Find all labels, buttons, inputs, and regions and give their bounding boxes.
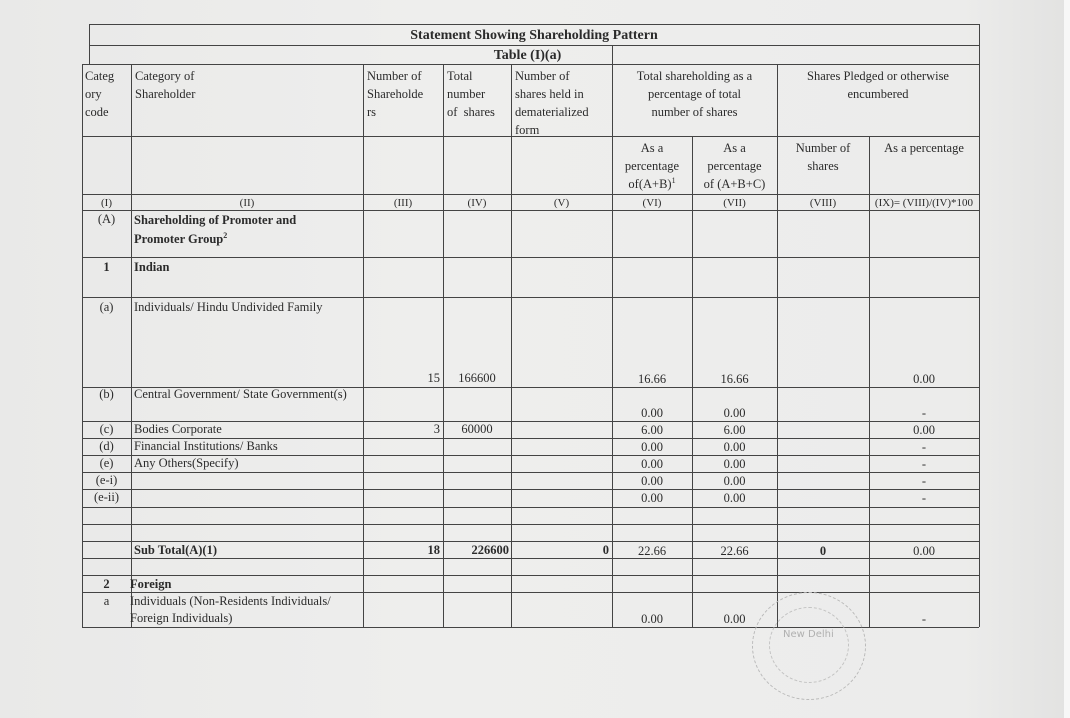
cell-pledged-pct: -: [921, 440, 927, 454]
header-category-code: [85, 67, 114, 121]
cell-pledged-pct: -: [921, 457, 927, 471]
row-divider: [89, 45, 979, 46]
row-label-foreign-individuals: [130, 593, 331, 627]
col-number: (III): [393, 197, 413, 209]
row-label: Any Others(Specify): [134, 456, 239, 470]
row-code: (a): [99, 300, 114, 314]
table-border-top: [89, 24, 979, 25]
company-seal-stamp: [752, 592, 866, 700]
header-text: encumbered: [847, 87, 909, 101]
header-text: As a: [723, 141, 746, 155]
row-divider: [82, 575, 979, 576]
subtotal-label: Sub Total(A)(1): [134, 543, 218, 557]
table-subtitle: Table (I)(a): [493, 48, 562, 63]
cell-pledged-pct: -: [921, 474, 927, 488]
header-text: rs: [367, 105, 377, 119]
cell-pct-abc: 0.00: [723, 406, 746, 420]
footnote-marker: 1: [671, 175, 676, 185]
cell-demat: 0: [602, 543, 609, 557]
header-text: code: [85, 105, 109, 119]
header-total-shareholding: [612, 67, 777, 121]
cell-pct-abc: 0.00: [723, 612, 746, 626]
cell-pct-ab: 0.00: [641, 491, 663, 505]
header-text: of(A+B): [628, 177, 672, 191]
header-text: Number of: [515, 69, 570, 83]
footnote-marker: 2: [223, 230, 228, 240]
row-divider: [82, 257, 979, 258]
row-label: Foreign Individuals): [130, 611, 233, 625]
cell-pct-ab: 0.00: [641, 406, 663, 420]
header-text: of shares: [447, 105, 495, 119]
row-code: (e-ii): [94, 490, 119, 504]
header-text: dematerialized: [515, 105, 589, 119]
row-label: Indian: [134, 260, 170, 274]
header-pledged-number: [777, 139, 869, 175]
row-label: Central Government/ State Government(s): [134, 387, 347, 401]
cell-shareholders: 3: [433, 422, 440, 436]
col-number: (VI): [642, 197, 662, 209]
col-number: (I): [101, 197, 112, 209]
col-number: (IX)= (VIII)/(IV)*100: [874, 197, 974, 209]
header-text: Total shareholding as a: [636, 69, 753, 83]
header-text: form: [515, 123, 540, 137]
header-text: Number of: [367, 69, 422, 83]
header-text: shares: [807, 159, 839, 173]
row-code: (c): [99, 422, 114, 436]
cell-pct-ab: 0.00: [641, 612, 663, 626]
row-code: (e-i): [95, 473, 118, 487]
cell-pct-abc: 16.66: [720, 372, 749, 386]
cell-pledged-pct: 0.00: [913, 544, 935, 558]
row-code: 1: [103, 260, 110, 274]
header-text: number: [447, 87, 486, 101]
row-divider: [82, 507, 979, 508]
row-label: [134, 230, 296, 249]
header-text: Shareholde: [367, 87, 424, 101]
page-edge: [1064, 0, 1070, 718]
row-label: Financial Institutions/ Banks: [134, 439, 278, 453]
header-text: [612, 175, 692, 193]
cell-pledged-pct: -: [921, 491, 927, 505]
header-pledged-pct: As a percentage: [884, 141, 964, 155]
cell-pct-ab: 6.00: [641, 423, 663, 437]
header-pct-ab: [612, 139, 692, 193]
cell-shares: 166600: [458, 371, 496, 385]
header-text: Categ: [85, 69, 115, 83]
cell-pct-abc: 0.00: [723, 440, 746, 454]
cell-pct-ab: 16.66: [637, 372, 667, 386]
col-number: (IV): [467, 197, 487, 209]
cell-pct-abc: 6.00: [723, 423, 746, 437]
cell-shares: 226600: [471, 543, 509, 557]
row-label: Bodies Corporate: [134, 422, 222, 436]
table-border-right: [979, 24, 980, 627]
cell-pct-abc: 0.00: [723, 474, 746, 488]
cell-shareholders: 18: [427, 543, 440, 557]
row-divider: [82, 524, 979, 525]
col-number: (II): [239, 197, 255, 209]
cell-pledged-pct: 0.00: [913, 372, 935, 386]
col-divider: [131, 64, 132, 627]
row-code: (b): [99, 387, 114, 401]
row-code: a: [103, 594, 110, 608]
header-total-number-of-shares: [447, 67, 495, 121]
cell-pct-ab: 0.00: [641, 474, 663, 488]
seal-text: New Delhi: [783, 629, 834, 640]
row-divider: [82, 489, 979, 490]
col-divider: [612, 45, 613, 627]
document-title: Statement Showing Shareholding Pattern: [410, 28, 658, 43]
header-pct-abc: [692, 139, 777, 193]
row-code: (e): [99, 456, 114, 470]
header-text: Number of: [795, 141, 851, 155]
row-code: (d): [99, 439, 114, 453]
header-text: percentage of total: [647, 87, 741, 101]
header-text: Total: [447, 69, 473, 83]
header-dematerialized: [515, 67, 589, 139]
row-code: 2: [103, 577, 110, 591]
cell-pledged-pct: -: [921, 406, 927, 420]
cell-pledged-pct: -: [921, 612, 927, 626]
cell-shares: 60000: [461, 422, 493, 436]
header-text: Category of: [135, 69, 195, 83]
header-text: As a: [640, 141, 664, 155]
cell-pct-ab: 0.00: [641, 457, 663, 471]
row-label-promoter: [134, 211, 296, 249]
row-label: Foreign: [130, 577, 172, 591]
cell-pct-abc: 22.66: [720, 544, 749, 558]
header-text: shares held in: [515, 87, 584, 101]
row-divider: [82, 64, 979, 65]
row-label: Shareholding of Promoter and: [134, 213, 297, 227]
row-code: (A): [97, 212, 116, 226]
table-border-left: [82, 64, 83, 627]
cell-pledged-pct: 0.00: [913, 423, 935, 437]
seal-inner-ring: [769, 607, 849, 683]
header-text: of (A+B+C): [703, 177, 766, 191]
header-number-of-shareholders: [367, 67, 423, 121]
row-divider: [82, 472, 979, 473]
header-text: Shares Pledged or otherwise: [807, 69, 949, 83]
row-label: Promoter Group: [134, 232, 224, 246]
header-text: percentage: [624, 159, 680, 173]
col-number: (VIII): [809, 197, 837, 209]
header-text: percentage: [707, 159, 762, 173]
row-label: Individuals (Non-Residents Individuals/: [130, 594, 331, 608]
col-number: (V): [553, 197, 570, 209]
cell-pct-ab: 22.66: [637, 544, 667, 558]
cell-pct-abc: 0.00: [723, 457, 746, 471]
header-text: Shareholder: [135, 87, 196, 101]
header-category-of-shareholder: [135, 67, 195, 103]
header-text: number of shares: [651, 105, 738, 119]
cell-shareholders: 15: [427, 371, 440, 385]
header-shares-pledged: [777, 67, 979, 103]
header-text: ory: [85, 87, 102, 101]
cell-pct-abc: 0.00: [723, 491, 746, 505]
col-number: (VII): [723, 197, 746, 209]
cell-pct-ab: 0.00: [641, 440, 663, 454]
cell-pledged-number: 0: [819, 544, 827, 558]
row-divider: [82, 297, 979, 298]
row-label: Individuals/ Hindu Undivided Family: [134, 300, 323, 314]
